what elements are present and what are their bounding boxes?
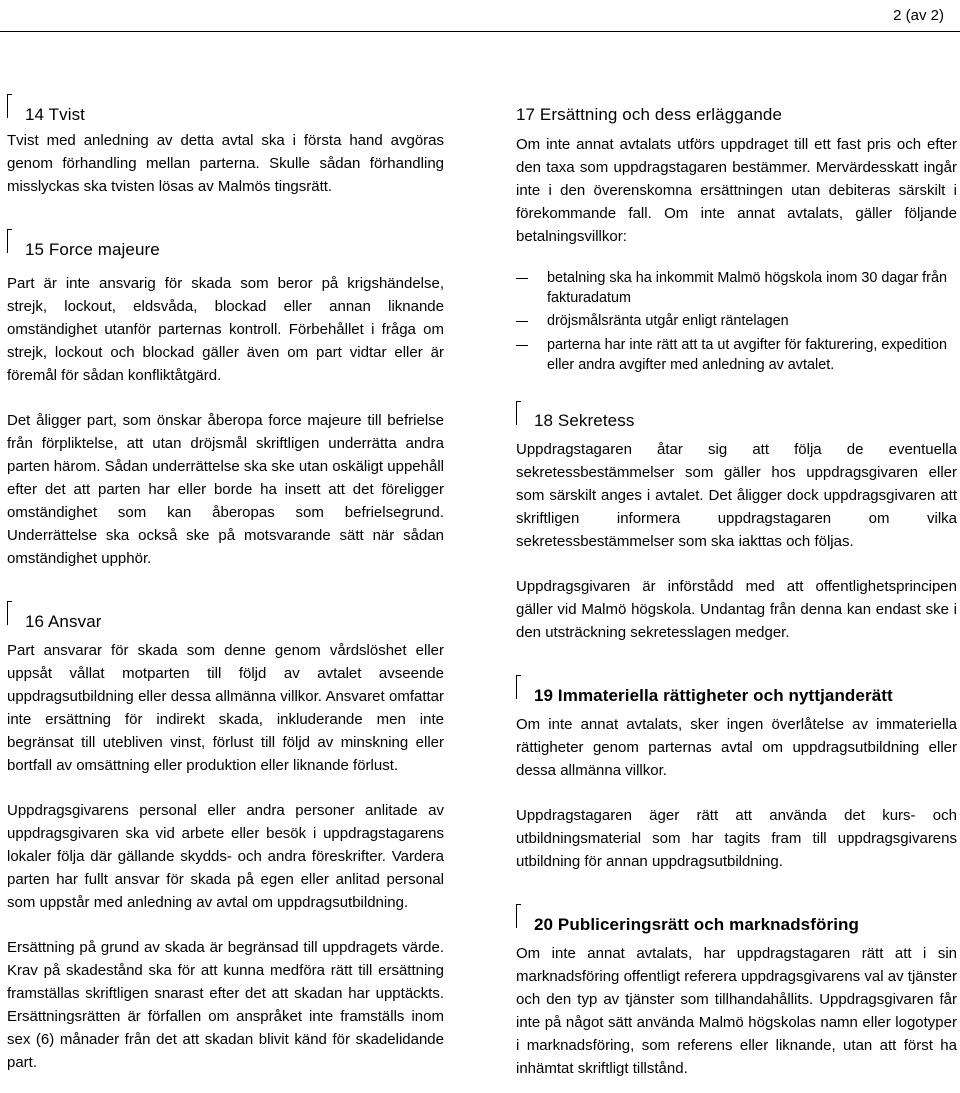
paragraph: Om inte annat avtalats, sker ingen överlåtelse av immateriella rättigheter genom parternas avtal om uppdragsutbildning eller dessa allmänna villkor. <box>516 716 957 779</box>
heading-marker <box>7 94 12 118</box>
paragraph: Om inte annat avtalats, har uppdragstagaren rätt att i sin marknadsföring offentligt referera uppdragsgivarens val av tjänster och den typ av tjänster som tillhandahållits. Uppdragsgivaren får inte på något sätt använda Malmö högskolas namn eller logotyper i marknadsföring, som referens eller liknande, utan att först ha inhämtat skriftligt tillstånd. <box>516 945 957 1077</box>
paragraph: Uppdragstagaren åtar sig att följa de eventuella sekretessbestämmelser som gäller hos uppdragsgivaren eller som särskilt anges i avtalet. Det åligger dock uppdragsgivaren att skriftligen informera uppdragstagaren om vilka sekretessbestämmelser som ska iakttas och följas. <box>516 441 957 550</box>
paragraph: Det åligger part, som önskar åberopa force majeure till befrielse från förpliktelse, att utan dröjsmål skriftligen underrätta andra parten härom. Sådan underrättelse ska ske utan oskäligt uppehåll efter det att parten har eller borde ha insett att det föreligger omständighet som kan åberopas som befrielsegrund. Underrättelse ska också ske på motsvarande sätt när sådan omständighet upphör. <box>7 412 444 567</box>
paragraph: Tvist med anledning av detta avtal ska i första hand avgöras genom förhandling mellan parterna. Skulle sådan förhandling misslyckas ska tvisten lösas av Malmös tingsrätt. <box>7 132 444 195</box>
section-19 <box>516 675 957 873</box>
section-17 <box>516 94 957 375</box>
section-20 <box>516 904 957 1080</box>
section-title: 17 Ersättning och dess erläggande <box>516 105 783 124</box>
heading-marker <box>516 904 521 928</box>
heading-marker <box>7 601 12 625</box>
section-title: 20 Publiceringsrätt och marknadsföring <box>534 915 859 934</box>
section-title: 19 Immateriella rättigheter och nyttjanderätt <box>534 686 893 705</box>
paragraph: Om inte annat avtalats utförs uppdraget till ett fast pris och efter den taxa som uppdragstagaren bestämmer. Mervärdesskatt ingår inte i den överenskomna ersättningen utan debiteras särskilt i förekommande fall. Om inte annat avtalats, gäller följande betalningsvillkor: <box>516 136 957 245</box>
right-column <box>516 94 957 1080</box>
heading-marker <box>516 675 521 699</box>
page-number: 2 (av 2) <box>893 7 944 24</box>
dash-bullet <box>516 321 528 322</box>
heading-marker <box>516 401 521 425</box>
section-16 <box>7 601 444 1074</box>
paragraph: Part ansvarar för skada som denne genom vårdslöshet eller uppsåt vållat motparten till följd av avtalet avseende uppdragsutbildning eller dessa allmänna villkor. Ansvaret omfattar inte ersättning för indirekt skada, inkluderande men inte begränsat till utebliven vinst, förlust till följd av minskning eller bortfall av omsättning eller produktion eller liknande förlust. <box>7 642 444 774</box>
payment-terms-list <box>516 268 957 375</box>
section-18 <box>516 401 957 644</box>
section-title: 16 Ansvar <box>25 612 102 631</box>
list-item: betalning ska ha inkommit Malmö högskola inom 30 dagar från fakturadatum <box>516 268 957 308</box>
paragraph: Part är inte ansvarig för skada som beror på krigshändelse, strejk, lockout, eldsvåda, blockad eller annan liknande omständighet utanför parternas kontroll. Förbehållet i fråga om strejk, lockout och blockad gäller även om part vidtar eller är föremål för sådan konfliktåtgärd. <box>7 275 444 384</box>
left-column <box>7 94 444 1074</box>
paragraph: Uppdragsgivarens personal eller andra personer anlitade av uppdragsgivaren ska vid arbete eller besök i uppdragstagarens lokaler följa där gällande skydds- och andra föreskrifter. Vardera parten har fullt ansvar för skada på egen eller anlitad personal som uppstår med anledning av avtal om uppdragsutbildning. <box>7 802 444 911</box>
heading-marker <box>7 229 12 253</box>
dash-bullet <box>516 278 528 279</box>
paragraph: Uppdragsgivaren är införstådd med att offentlighetsprincipen gäller vid Malmö högskola. Undantag från denna kan endast ske i den utsträckning sekretesslagen medger. <box>516 578 957 641</box>
paragraph: Ersättning på grund av skada är begränsad till uppdragets värde. Krav på skadestånd ska för att kunna medföra rätt till ersättning framställas skriftligen snarast efter det att skadan har upptäckts. Ersättningsrätten är förfallen om anspråket inte framställs inom sex (6) månader från det att skadan blivit känd för skadelidande part. <box>7 939 444 1071</box>
section-14 <box>7 94 444 198</box>
dash-bullet <box>516 345 528 346</box>
list-item: parterna har inte rätt att ta ut avgifter för fakturering, expedition eller andra avgifter med anledning av avtalet. <box>516 335 957 375</box>
header-divider <box>0 31 960 32</box>
section-title: 15 Force majeure <box>25 240 160 259</box>
list-item: dröjsmålsränta utgår enligt räntelagen <box>516 311 957 331</box>
paragraph: Uppdragstagaren äger rätt att använda det kurs- och utbildningsmaterial som har tagits fram till uppdragsgivarens utbildning för annan uppdragsutbildning. <box>516 807 957 870</box>
section-15 <box>7 229 444 570</box>
section-title: 18 Sekretess <box>534 411 635 430</box>
section-title: 14 Tvist <box>25 105 86 124</box>
